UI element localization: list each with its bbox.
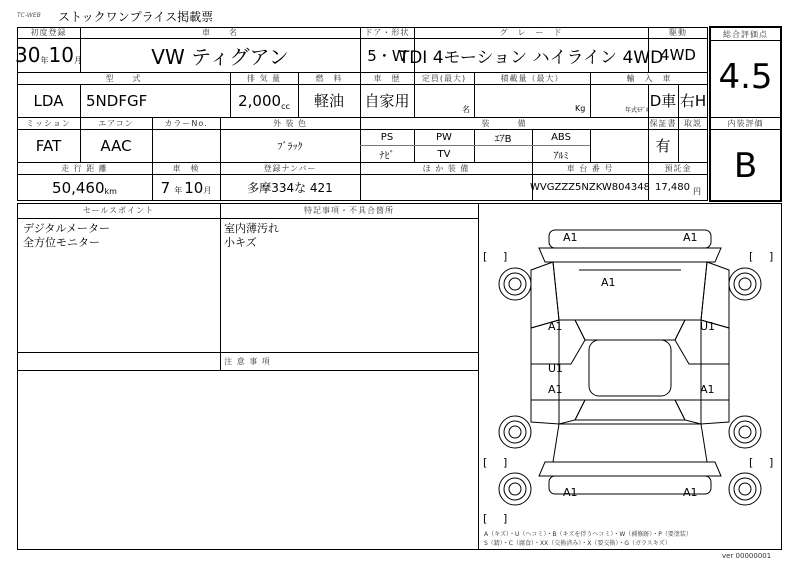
- load-unit: Kg: [575, 104, 586, 113]
- label-color-no: カラーNo.: [164, 118, 208, 128]
- history-value: 自家用: [364, 92, 410, 110]
- label-mission: ミッション: [26, 118, 71, 128]
- drive-value: 4WD: [660, 46, 696, 64]
- special-note-item: 小キズ: [224, 236, 257, 249]
- door-type-value: 5・W: [367, 46, 407, 65]
- label-interior-eval: 内装評価: [727, 118, 764, 128]
- label-grade: グ レ ー ド: [499, 28, 563, 37]
- label-capacity: 定員(最大): [421, 73, 467, 83]
- model-prefix-value: LDA: [33, 91, 64, 110]
- import-type-value: D車: [649, 92, 677, 110]
- aircon-value: AAC: [100, 136, 132, 155]
- special-note-item: 室内薄汚れ: [224, 222, 279, 235]
- first-reg-value: 30 年 10 月: [15, 43, 82, 67]
- color-no-value: [152, 129, 220, 162]
- label-exterior: 外 装 色: [272, 118, 308, 128]
- label-special: 特記事項・不具合箇所: [304, 206, 394, 215]
- warranty-value: 有: [655, 137, 671, 155]
- label-other: ほ か 装 備: [422, 163, 470, 173]
- label-warranty: 保証書: [649, 118, 677, 128]
- legend-line-1: A（キズ）・U（ヘコミ）・B（キズを伴うヘコミ）・W（補修跡）・P（要塗装）: [484, 531, 692, 538]
- label-manual: 取説: [684, 118, 702, 128]
- label-displacement: 排 気 量: [246, 73, 282, 83]
- steering-value: 右H: [679, 92, 707, 110]
- damage-right-rear-door: A1: [700, 383, 715, 396]
- fuel-value: 軽油: [313, 92, 344, 110]
- equip-abs: ABS: [551, 131, 571, 143]
- label-door-type: ドア・形状: [364, 28, 410, 37]
- label-equipment: 装 備: [481, 118, 527, 128]
- mileage-value: 50,460 km: [52, 178, 117, 197]
- damage-rear-bumper-right: A1: [683, 486, 698, 499]
- equip-ps: PS: [380, 131, 394, 143]
- damage-front-bumper: A1: [563, 231, 578, 244]
- svg-text:]: ]: [503, 512, 508, 525]
- svg-text:]: ]: [503, 250, 508, 263]
- chassis-value: WVGZZZ5NZKW804348: [530, 182, 650, 193]
- brand-logo: TC-WEB: [17, 12, 41, 19]
- damage-left-rear-u: U1: [548, 362, 564, 375]
- damage-left-front-door: A1: [548, 320, 563, 333]
- svg-text:[: [: [749, 456, 754, 469]
- mission-value: FAT: [35, 136, 62, 155]
- manual-value: [678, 129, 708, 162]
- label-caution: 注 意 事 項: [224, 356, 271, 366]
- svg-text:[: [: [483, 250, 488, 263]
- label-deposit: 預託金: [664, 163, 692, 173]
- label-fuel: 燃 料: [315, 73, 343, 83]
- special-notes-list: [224, 222, 279, 250]
- damage-hood: A1: [601, 276, 616, 289]
- page-title: ストックワンプライス掲載票: [58, 10, 214, 24]
- label-first-reg: 初度登録: [30, 28, 67, 37]
- label-model: 型 式: [105, 73, 142, 83]
- version-label: ver 00000001: [722, 552, 772, 560]
- exterior-color-value: ﾌﾞﾗｯｸ: [277, 142, 303, 153]
- svg-text:[: [: [483, 512, 488, 525]
- sales-point-item: 全方位モニター: [23, 236, 100, 249]
- equip-alloy: ｱﾙﾐ: [553, 150, 569, 162]
- damage-rear-bumper: A1: [563, 486, 578, 499]
- capacity-unit: 名: [462, 105, 470, 114]
- import-note: 年式ﾓﾃﾞﾙ: [625, 107, 650, 114]
- svg-text:]: ]: [503, 456, 508, 469]
- label-inspection: 車 検: [172, 163, 200, 173]
- svg-text:]: ]: [769, 250, 774, 263]
- model-value: 5NDFGF: [86, 91, 148, 110]
- label-load: 積載量（最大）: [500, 73, 564, 83]
- plate-value: 多摩334な 421: [247, 181, 333, 195]
- label-aircon: エアコン: [98, 118, 134, 128]
- damage-left-rear-a: A1: [548, 383, 563, 396]
- label-overall: 総合評価点: [723, 29, 768, 39]
- label-import: 輸 入 車: [626, 73, 672, 83]
- overall-score-value: 4.5: [718, 57, 773, 97]
- inspection-value: 7 年 10 月: [160, 178, 212, 197]
- car-name-value: VW ティグアン: [151, 44, 289, 69]
- svg-text:]: ]: [769, 456, 774, 469]
- deposit-value: 17,480 円: [655, 182, 701, 196]
- damage-legend: [484, 530, 692, 548]
- label-history: 車 歴: [373, 73, 401, 83]
- svg-text:[: [: [749, 250, 754, 263]
- equip-pw: PW: [436, 131, 452, 143]
- interior-grade-value: B: [733, 146, 758, 186]
- legend-line-2: S（錆）・C（腐食）・XX（交換済み）・X（要交換）・G（ガラスキズ）: [484, 540, 671, 547]
- car-damage-diagram: [479, 204, 781, 549]
- damage-front-bumper-right: A1: [683, 231, 698, 244]
- sales-points-list: [23, 222, 110, 250]
- sales-point-item: デジタルメーター: [23, 222, 111, 235]
- damage-right-front-door: U1: [700, 320, 716, 333]
- label-drive: 駆動: [669, 28, 687, 37]
- label-mileage: 走 行 距 離: [61, 163, 108, 173]
- equip-blank: [474, 146, 532, 162]
- displacement-value: 2,000 cc: [238, 91, 290, 111]
- label-car-name: 車 名: [202, 28, 238, 37]
- label-plate: 登録ナンバー: [263, 163, 317, 173]
- equip-tv: TV: [437, 148, 451, 160]
- label-chassis: 車 台 番 号: [566, 163, 614, 173]
- svg-text:[: [: [483, 456, 488, 469]
- equip-navi: ﾅﾋﾞ: [379, 150, 395, 162]
- equip-airbag: ｴｱB: [494, 133, 512, 145]
- label-sales-point: セールスポイント: [82, 206, 155, 215]
- grade-value: TDI 4モーション ハイライン 4WD: [398, 47, 664, 68]
